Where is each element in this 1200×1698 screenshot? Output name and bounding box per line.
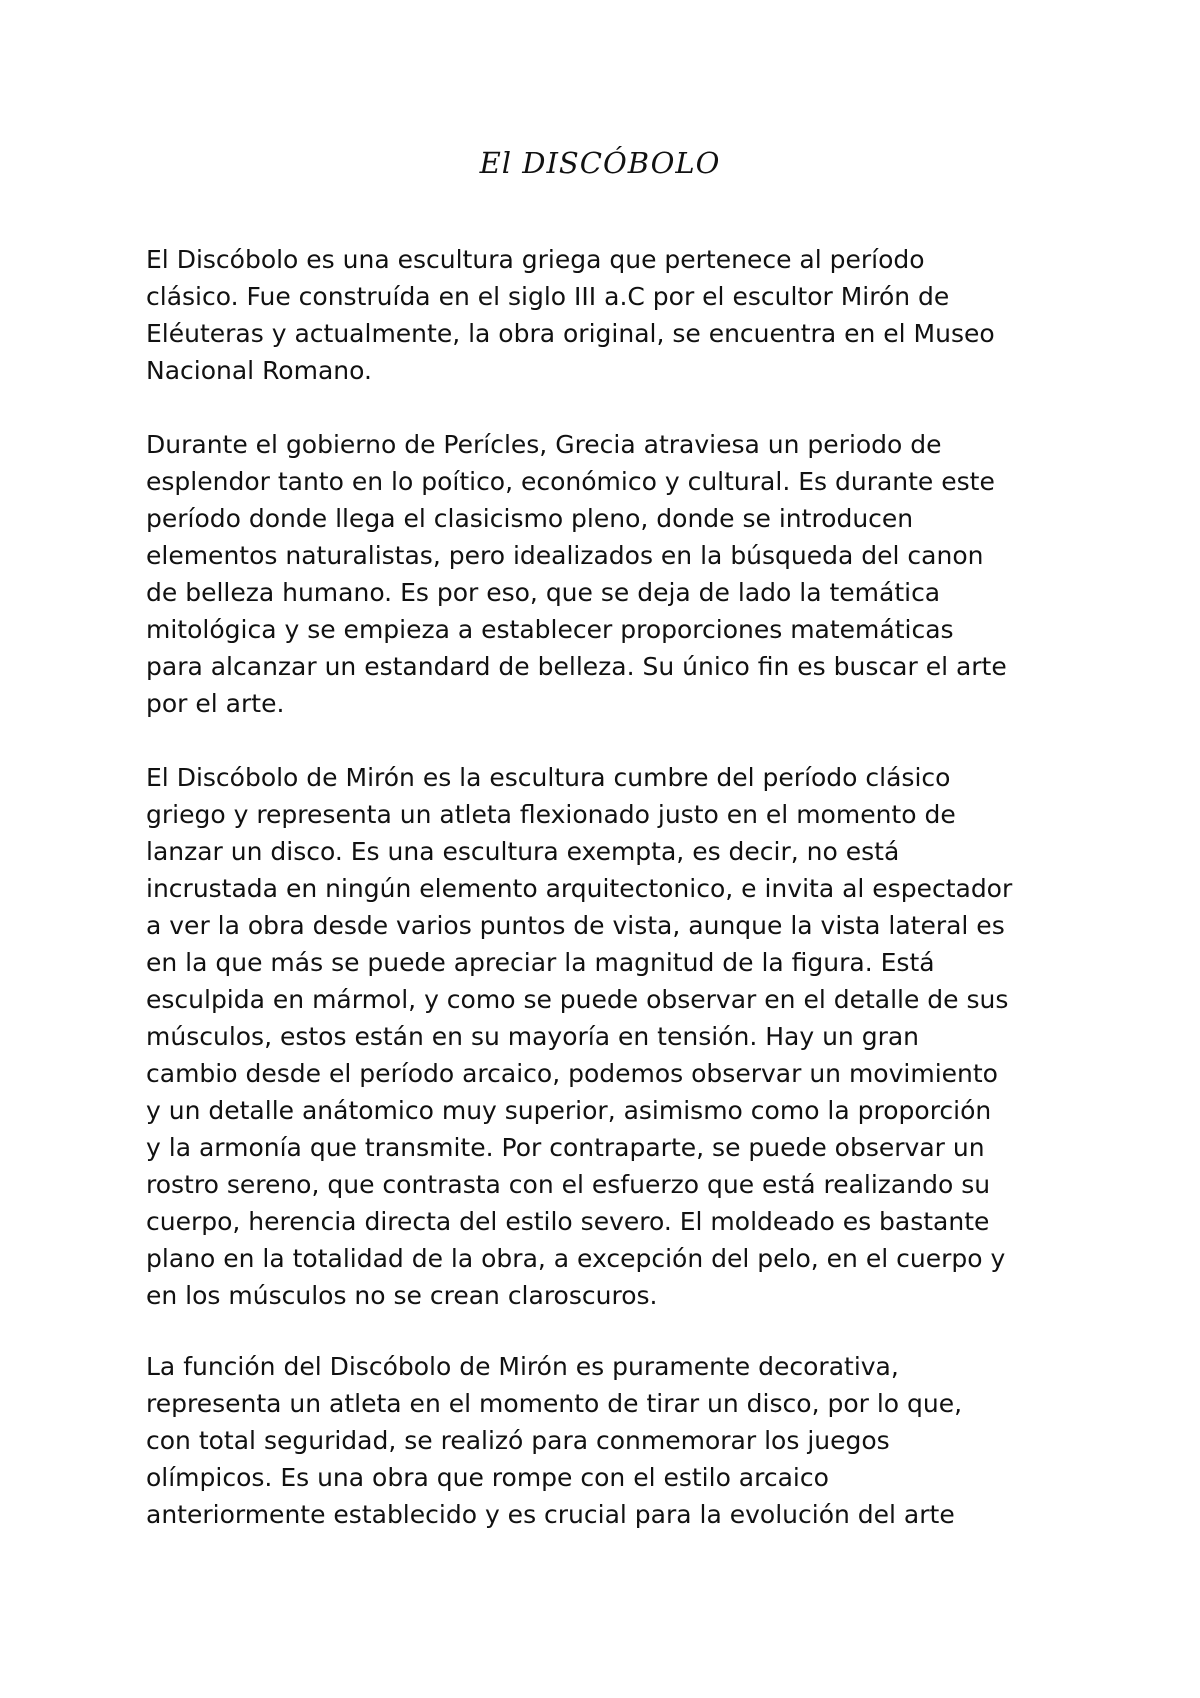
text-line: con total seguridad, se realizó para conmemorar los juegos	[146, 1426, 890, 1455]
paragraph-function	[146, 1348, 1076, 1533]
document-title: El DISCÓBOLO	[479, 146, 721, 180]
text-line: olímpicos. Es una obra que rompe con el estilo arcaico	[146, 1463, 829, 1492]
paragraph-description	[146, 759, 1076, 1314]
text-line: y un detalle anátomico muy superior, asimismo como la proporción	[146, 1096, 992, 1125]
text-line: esculpida en mármol, y como se puede observar en el detalle de sus	[146, 985, 1009, 1014]
text-line: griego y representa un atleta flexionado justo en el momento de	[146, 800, 956, 829]
text-line: anteriormente establecido y es crucial para la evolución del arte	[146, 1500, 955, 1529]
text-line: clásico. Fue construída en el siglo III a.C por el escultor Mirón de	[146, 282, 950, 311]
text-line: de belleza humano. Es por eso, que se deja de lado la temática	[146, 578, 941, 607]
text-line: a ver la obra desde varios puntos de vista, aunque la vista lateral es	[146, 911, 1005, 940]
text-line: El Discóbolo de Mirón es la escultura cumbre del período clásico	[146, 763, 951, 792]
text-line: esplendor tanto en lo poítico, económico y cultural. Es durante este	[146, 467, 995, 496]
text-line: cambio desde el período arcaico, podemos observar un movimiento	[146, 1059, 998, 1088]
text-line: El Discóbolo es una escultura griega que pertenece al período	[146, 245, 925, 274]
text-line: representa un atleta en el momento de tirar un disco, por lo que,	[146, 1389, 963, 1418]
text-line: cuerpo, herencia directa del estilo severo. El moldeado es bastante	[146, 1207, 990, 1236]
text-line: Nacional Romano.	[146, 356, 372, 385]
text-line: y la armonía que transmite. Por contraparte, se puede observar un	[146, 1133, 985, 1162]
text-line: incrustada en ningún elemento arquitectonico, e invita al espectador	[146, 874, 1013, 903]
text-line: elementos naturalistas, pero idealizados en la búsqueda del canon	[146, 541, 984, 570]
text-line: Eléuteras y actualmente, la obra original, se encuentra en el Museo	[146, 319, 995, 348]
text-line: mitológica y se empieza a establecer proporciones matemáticas	[146, 615, 954, 644]
text-line: en los músculos no se crean claroscuros.	[146, 1281, 658, 1310]
text-line: lanzar un disco. Es una escultura exempta, es decir, no está	[146, 837, 900, 866]
text-line: rostro sereno, que contrasta con el esfuerzo que está realizando su	[146, 1170, 991, 1199]
text-line: período donde llega el clasicismo pleno, donde se introducen	[146, 504, 914, 533]
paragraph-context	[146, 426, 1076, 722]
text-line: para alcanzar un estandard de belleza. Su único fin es buscar el arte	[146, 652, 1007, 681]
text-line: plano en la totalidad de la obra, a excepción del pelo, en el cuerpo y	[146, 1244, 1006, 1273]
text-line: Durante el gobierno de Perícles, Grecia atraviesa un periodo de	[146, 430, 942, 459]
text-line: La función del Discóbolo de Mirón es puramente decorativa,	[146, 1352, 899, 1381]
paragraph-intro	[146, 241, 1076, 389]
text-line: músculos, estos están en su mayoría en tensión. Hay un gran	[146, 1022, 920, 1051]
text-line: en la que más se puede apreciar la magnitud de la figura. Está	[146, 948, 935, 977]
text-line: por el arte.	[146, 689, 285, 718]
